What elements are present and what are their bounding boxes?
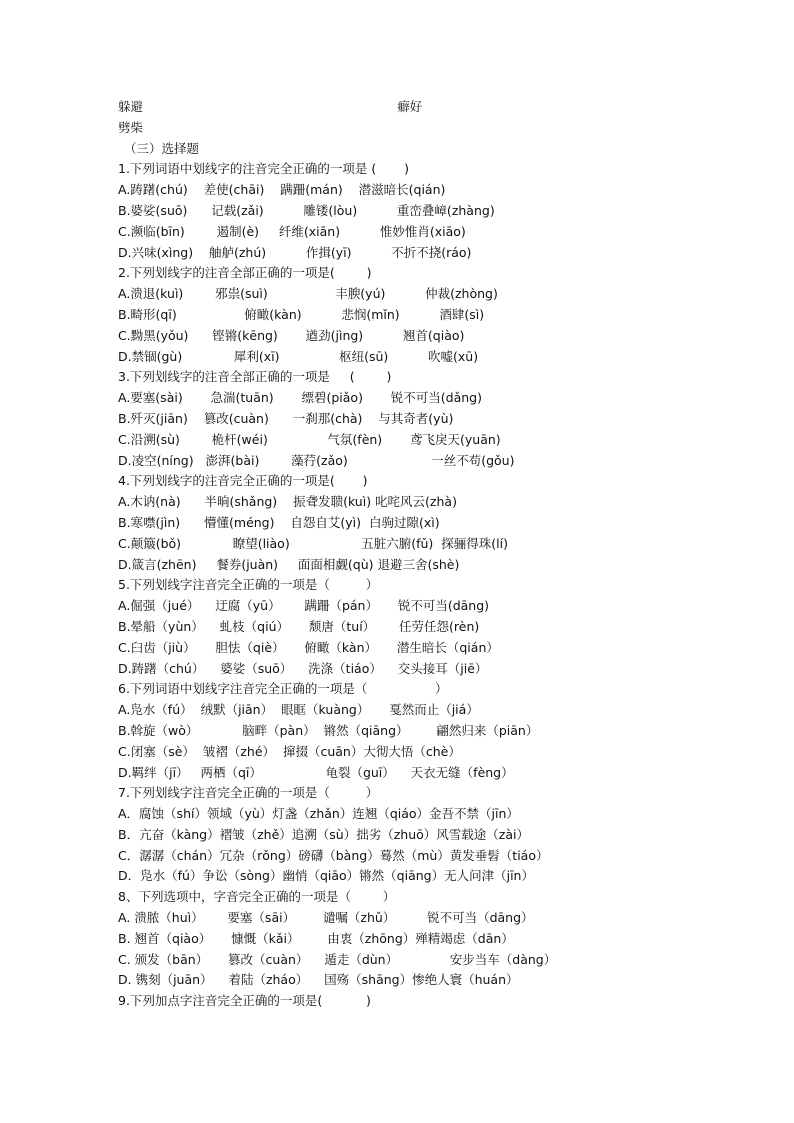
answer-option: B．亢奋（kàng）褶皱（zhě）追溯（sù）拙劣（zhuō）风雪载途（zài） <box>118 826 529 842</box>
answer-option: C.沿溯(sù) 桅杆(wéi) 气氛(fèn) 鸢飞戾天(yuān) <box>118 431 501 447</box>
question-stem: 4.下列划线字的注音完全正确的一项是( ) <box>118 473 368 489</box>
question-stem: 8、下列选项中，字音完全正确的一项是（ ） <box>118 889 396 905</box>
question-stem: 7.下列划线字注音完全正确的一项是（ ） <box>118 785 379 801</box>
answer-option: A.溃退(kuì) 邪祟(suì) 丰腴(yú) 仲裁(zhòng) <box>118 286 498 302</box>
question-stem: 3.下列划线字的注音全部正确的一项是 ( ) <box>118 369 392 385</box>
answer-option: A.要塞(sài) 急湍(tuān) 缥碧(piǎo) 锐不可当(dǎng) <box>118 390 482 406</box>
question-stem: 5.下列划线字注音完全正确的一项是（ ） <box>118 577 379 593</box>
answer-option: B.歼灭(jiān) 篡改(cuàn) 一刹那(chà) 与其奇者(yù) <box>118 410 454 426</box>
answer-option: C.颠簸(bǒ) 瞭望(liào) 五脏六腑(fǔ) 探骊得珠(lí) <box>118 535 508 551</box>
answer-option: A.木讷(nà) 半晌(shǎng) 振聋发聩(kuì) 叱咤风云(zhà) <box>118 494 457 510</box>
answer-option: C.濒临(bīn) 遏制(è) 纤维(xiān) 惟妙惟肖(xiāo) <box>118 223 466 239</box>
question-stem: 1.下列词语中划线字的注音完全正确的一项是 ( ) <box>118 161 409 177</box>
answer-option: B.寒噤(jìn) 懵懂(méng) 自怨自艾(yì) 白驹过隙(xì) <box>118 514 440 530</box>
document-body <box>118 97 758 1012</box>
answer-option: C.闭塞（sè） 皱褶（zhé） 撺掇（cuān）大彻大悟（chè） <box>118 743 461 759</box>
answer-option: B. 翘首（qiào） 慷慨（kǎi） 由衷（zhōng）殚精竭虑（dān） <box>118 930 514 946</box>
question-stem: 6.下列词语中划线字注音完全正确的一项是（ ） <box>118 681 448 697</box>
answer-option: B.畸形(qī) 俯瞰(kàn) 悲悯(mǐn) 酒肆(sì) <box>118 306 485 322</box>
answer-option: C．潺潺（chán）冗杂（rǒng）磅礴（bàng）蓦然（mù）黄发垂髫（tiáo） <box>118 847 549 863</box>
answer-option: D.凌空(níng) 澎湃(bài) 藻荇(zǎo) 一丝不苟(gǒu) <box>118 452 515 468</box>
answer-option: D.箴言(zhēn) 餐券(juàn) 面面相觑(qù) 退避三舍(shè) <box>118 556 460 572</box>
answer-option: A. 溃脓（huì） 要塞（sāi） 谴嘱（zhǔ） 锐不可当（dāng） <box>118 910 534 926</box>
section-heading: （三）选择题 <box>124 140 200 156</box>
answer-option: B.婆娑(suō) 记载(zǎi) 雕镂(lòu) 重峦叠嶂(zhàng) <box>118 202 495 218</box>
answer-option: A.倔强（jué） 迂腐（yū） 蹒跚（pán） 锐不可当(dāng) <box>118 598 490 614</box>
vocab-line: 劈柴 <box>118 119 144 135</box>
vocab-line: 躲避 癖好 <box>118 99 423 114</box>
answer-option: D．凫水（fú）争讼（sòng）幽悄（qiāo）锵然（qiāng）无人问津（jīn） <box>118 868 534 884</box>
answer-option: D. 镌刻（juān） 着陆（zháo） 国殇（shāng）惨绝人寰（huán） <box>118 972 519 988</box>
question-stem: 2.下列划线字的注音全部正确的一项是( ) <box>118 265 372 281</box>
answer-option: D.踌躇（chú） 婆娑（suō） 洗涤（tiáo） 交头接耳（jiē） <box>118 660 488 676</box>
answer-option: C.臼齿（jiù） 胆怯（qiè） 俯瞰（kàn） 潜生暗长（qián） <box>118 639 499 655</box>
answer-option: D.禁锢(gù) 犀利(xī) 枢纽(sū) 吹嘘(xū) <box>118 348 479 364</box>
answer-option: A.踌躇(chú) 差使(chāi) 蹒跚(mán) 潜滋暗长(qián) <box>118 182 446 198</box>
answer-option: B.晕船（yùn） 虬枝（qiú） 颓唐（tuí） 任劳任怨(rèn) <box>118 618 480 634</box>
answer-option: B.斡旋（wò） 脑畔（pàn） 锵然（qiāng） 翩然归来（piān） <box>118 722 539 738</box>
answer-option: D.羁绊（jī） 两栖（qī） 龟裂（guī） 天衣无缝（fèng） <box>118 764 514 780</box>
answer-option: C.黝黑(yǒu) 铿锵(kēng) 遒劲(jìng) 翘首(qiào) <box>118 327 465 343</box>
question-stem: 9.下列加点字注音完全正确的一项是( ) <box>118 993 371 1009</box>
answer-option: C. 颁发（bān） 篡改（cuàn） 遁走（dùn） 安步当车（dàng） <box>118 951 557 967</box>
answer-option: A．腐蚀（shí）领域（yù）灯盏（zhǎn）连翘（qiáo）金吾不禁（jīn） <box>118 806 519 822</box>
answer-option: A.凫水（fú） 绒默（jiān） 眼眶（kuàng） 戛然而止（jiá） <box>118 702 479 718</box>
answer-option: D.兴味(xìng) 舳舻(zhú) 作揖(yī) 不折不挠(ráo) <box>118 244 472 260</box>
